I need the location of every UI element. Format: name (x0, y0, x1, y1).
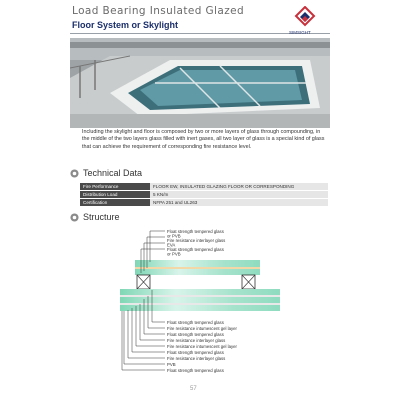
glass-layer (120, 289, 280, 295)
interlayer (135, 267, 260, 269)
structure-label: Float strength tempered glass (167, 320, 224, 325)
product-description: Including the skylight and floor is composed by two or more layers of glass through compounding, in the middle of the two layers glass filled with inert gases, all two layer of glass is a special kind of glass that can achieve the requirement of corresponding fire resistance level. (82, 129, 325, 150)
skylight-photo (70, 38, 330, 128)
structure-label: PVB (167, 362, 176, 367)
table-value: 5 KN/m (150, 191, 328, 199)
structure-label: EVA (167, 242, 176, 248)
section-bullet-icon (70, 213, 79, 222)
header-title: Load Bearing Insulated Glazed (72, 5, 245, 17)
table-value: NFPA 251 and UL263 (150, 199, 328, 207)
glass-layer (135, 269, 260, 275)
structure-label: Float strength tempered glass (167, 229, 224, 234)
structure-label: or PVB (167, 233, 181, 239)
structure-label: Float strength tempered glass (167, 247, 224, 252)
structure-label: Fire resistance intumescent gel layer (167, 344, 237, 349)
table-label: Distribution Load (80, 191, 150, 199)
logo-text: SIMSIGHT (289, 30, 311, 35)
structure-label: or PVB (167, 251, 181, 257)
structure-label: Float strength tempered glass (167, 350, 224, 355)
table-label: Certification (80, 199, 150, 207)
technical-data-title: Technical Data (83, 168, 143, 178)
structure-diagram (110, 226, 310, 386)
technical-data-table (80, 183, 328, 207)
structure-label: Fire resistance intumescent gel layer (167, 326, 237, 331)
table-row (80, 199, 328, 207)
structure-label: Fire resistance interlayer glass (167, 338, 226, 343)
technical-data-heading (70, 168, 142, 178)
structure-heading (70, 212, 120, 222)
table-label: Fire Performance (80, 183, 150, 191)
table-row (80, 183, 328, 191)
glass-layer (135, 260, 260, 267)
structure-label: Float strength tempered glass (167, 368, 224, 373)
structure-title: Structure (83, 212, 120, 222)
structure-label: Fire resistance interlayer glass (167, 356, 226, 361)
structure-label: Float strength tempered glass (167, 332, 224, 337)
table-value: FLOOR EW, INSULATED GLAZING FLOOR OR CORRESPONDING (150, 183, 328, 191)
table-row (80, 191, 328, 199)
page-number: 57 (190, 386, 197, 392)
section-bullet-icon (70, 169, 79, 178)
header-subtitle: Floor System or Skylight (72, 20, 179, 30)
structure-label: Fire resistance interlayer glass (167, 238, 226, 243)
company-logo (290, 6, 320, 32)
